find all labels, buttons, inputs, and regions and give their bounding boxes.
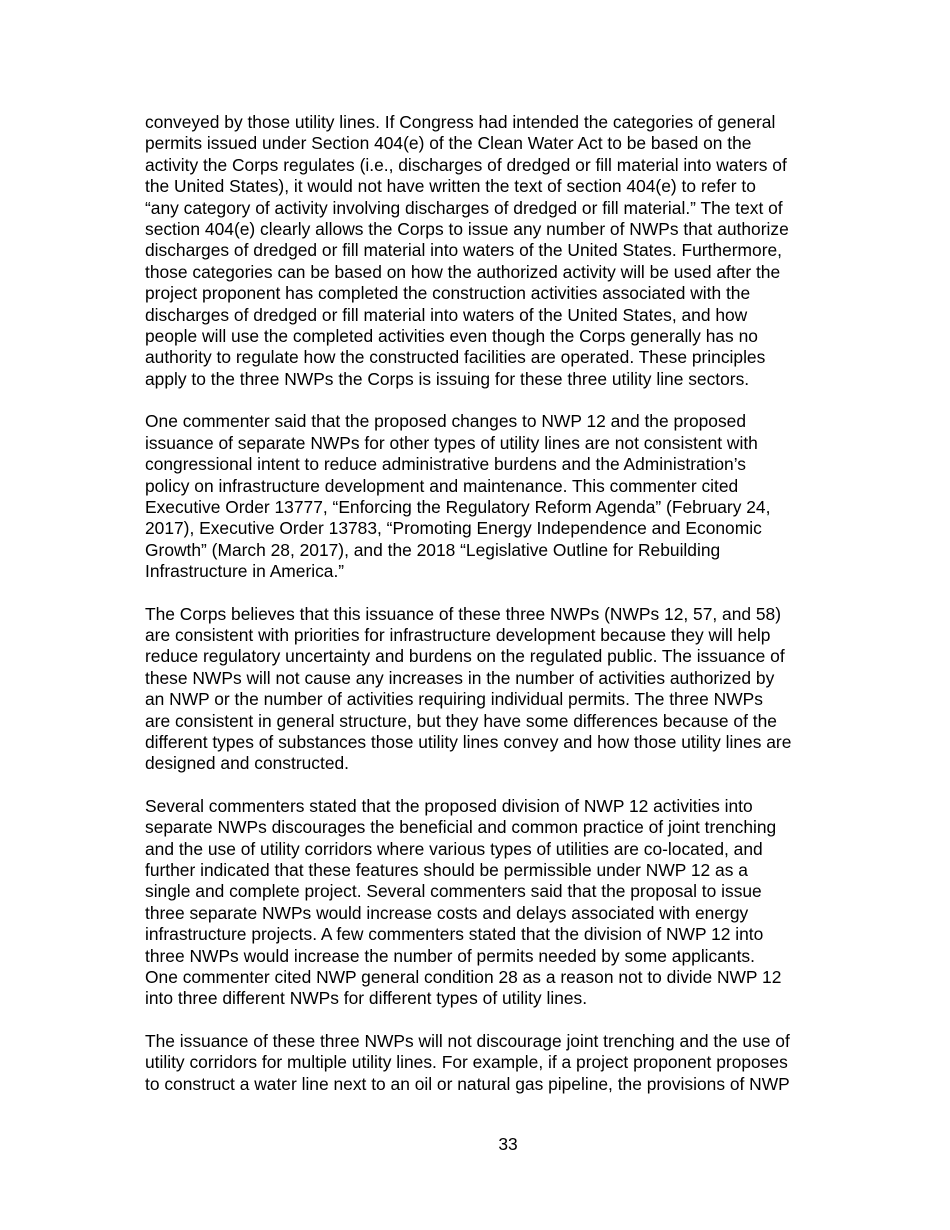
page-number: 33 [498, 1134, 518, 1154]
paragraph-3: The Corps believes that this issuance of these three NWPs (NWPs 12, 57, and 58) are consistent with priorities for infrastructure development because they will help reduce regulatory uncertainty and burdens on the regulated public. The issuance of these NWPs will not cause any increases in the number of activities authorized by an NWP or the number of activities requiring individual permits. The three NWPs are consistent in general structure, but they have some differences because of the different types of substances those utility lines convey and how those utility lines are designed and constructed. [145, 603, 792, 774]
paragraph-4: Several commenters stated that the proposed division of NWP 12 activities into separate NWPs discourages the beneficial and common practice of joint trenching and the use of utility corridors where various types of utilities are co-located, and further indicated that these features should be permissible under NWP 12 as a single and complete project. Several commenters said that the proposal to issue three separate NWPs would increase costs and delays associated with energy infrastructure projects. A few commenters stated that the division of NWP 12 into three NWPs would increase the number of permits needed by some applicants. One commenter cited NWP general condition 28 as a reason not to divide NWP 12 into three different NWPs for different types of utility lines. [145, 795, 782, 1009]
document-body [145, 112, 845, 1116]
paragraph-2: One commenter said that the proposed changes to NWP 12 and the proposed issuance of separate NWPs for other types of utility lines are not consistent with congressional intent to reduce administrative burdens and the Administration’s policy on infrastructure development and maintenance. This commenter cited Executive Order 13777, “Enforcing the Regulatory Reform Agenda” (February 24, 2017), Executive Order 13783, “Promoting Energy Independence and Economic Growth” (March 28, 2017), and the 2018 “Legislative Outline for Rebuilding Infrastructure in America.” [145, 411, 771, 582]
paragraph-5: The issuance of these three NWPs will not discourage joint trenching and the use of utility corridors for multiple utility lines. For example, if a project proponent proposes to construct a water line next to an oil or natural gas pipeline, the provisions of NWP [145, 1030, 790, 1094]
paragraph-1: conveyed by those utility lines. If Congress had intended the categories of general permits issued under Section 404(e) of the Clean Water Act to be based on the activity the Corps regulates (i.e., discharges of dredged or fill material into waters of the United States), it would not have written the text of section 404(e) to refer to “any category of activity involving discharges of dredged or fill material.” The text of section 404(e) clearly allows the Corps to issue any number of NWPs that authorize discharges of dredged or fill material into waters of the United States. Furthermore, those categories can be based on how the authorized activity will be used after the project proponent has completed the construction activities associated with the discharges of dredged or fill material into waters of the United States, and how people will use the completed activities even though the Corps generally has no authority to regulate how the constructed facilities are operated. These principles apply to the three NWPs the Corps is issuing for these three utility line sectors. [145, 112, 789, 389]
